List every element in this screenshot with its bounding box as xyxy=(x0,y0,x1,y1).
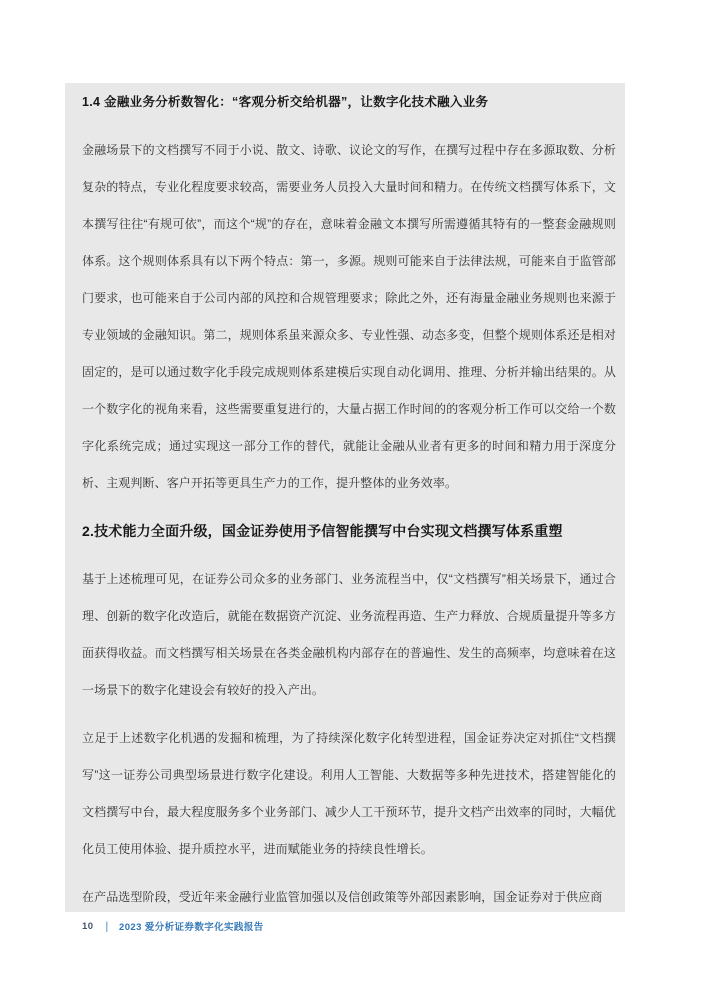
page-number: 10 xyxy=(82,920,94,932)
section-heading-2: 2.技术能力全面升级，国金证券使用予信智能撰写中台实现文档撰写体系重塑 xyxy=(82,523,563,539)
footer-separator: | xyxy=(105,919,109,933)
paragraph-benefits: 基于上述梳理可见，在证券公司众多的业务部门、业务流程当中，仅“文档撰写”相关场景下，通过合理、创新的数字化改造后，就能在数据资产沉淀、业务流程再造、生产力释放、合规质量提升等多方面获得收益。而文档撰写相关场景在各类金融机构内部存在的普遍性、发生的高频率，均意味着在这一场景下的数字化建设会有较好的投入产出。 xyxy=(82,572,616,697)
footer-report-title: 2023 爱分析证券数字化实践报告 xyxy=(119,922,264,933)
section-heading-1-4: 1.4 金融业务分析数智化：“客观分析交给机器”，让数字化技术融入业务 xyxy=(82,95,489,109)
paragraph-platform-build: 立足于上述数字化机遇的发掘和梳理，为了持续深化数字化转型进程，国金证券决定对抓住“文档撰写”这一证券公司典型场景进行数字化建设。利用人工智能、大数据等多种先进技术，搭建智能化的文档撰写中台，最大程度服务多个业务部门、减少人工干预环节，提升文档产出效率的同时，大幅优化员工使用体验、提升质控水平，进而赋能业务的持续良性增长。 xyxy=(82,731,616,856)
content-panel xyxy=(65,83,625,912)
paragraph-vendor-selection: 在产品选型阶段，受近年来金融行业监管加强以及信创政策等外部因素影响，国金证券对于供应商 xyxy=(82,890,603,904)
paragraph-financial-writing: 金融场景下的文档撰写不同于小说、散文、诗歌、议论文的写作，在撰写过程中存在多源取数、分析复杂的特点，专业化程度要求较高，需要业务人员投入大量时间和精力。在传统文档撰写体系下，文本撰写往往“有规可依”，而这个“规”的存在，意味着金融文本撰写所需遵循其特有的一整套金融规则体系。这个规则体系具有以下两个特点：第一，多源。规则可能来自于法律法规，可能来自于监管部门要求，也可能来自于公司内部的风控和合规管理要求；除此之外，还有海量金融业务规则也来源于专业领域的金融知识。第二，规则体系虽来源众多、专业性强、动态多变，但整个规则体系还是相对固定的，是可以通过数字化手段完成规则体系建模后实现自动化调用、推理、分析并输出结果的。从一个数字化的视角来看，这些需要重复进行的，大量占据工作时间的的客观分析工作可以交给一个数字化系统完成；通过实现这一部分工作的替代，就能让金融从业者有更多的时间和精力用于深度分析、主观判断、客户开拓等更具生产力的工作，提升整体的业务效率。 xyxy=(82,143,616,490)
page-footer xyxy=(82,916,264,936)
